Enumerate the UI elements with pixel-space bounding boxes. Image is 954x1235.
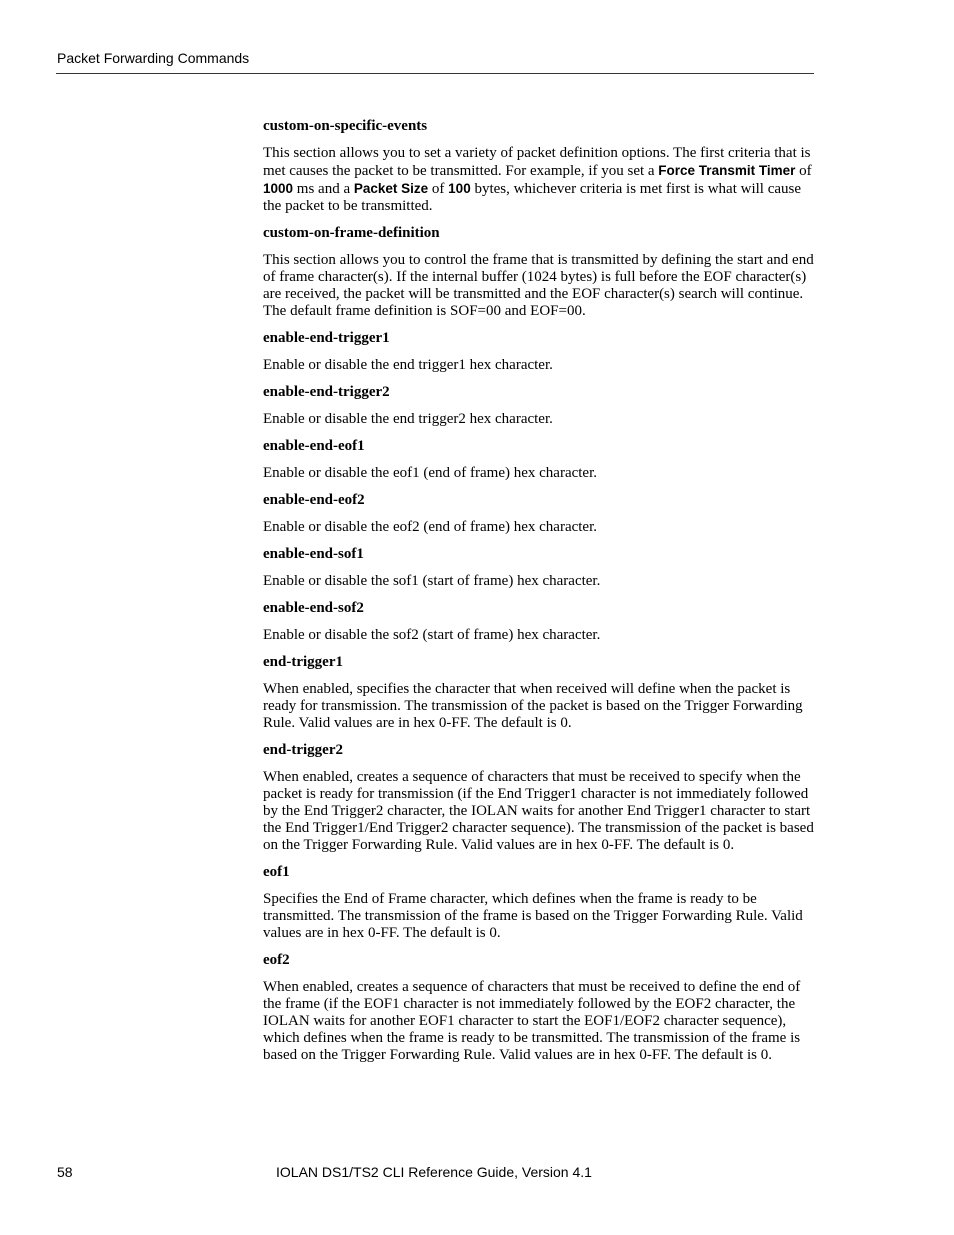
entry-body: Enable or disable the sof2 (start of frame) hex character. (263, 627, 601, 643)
entry-body: This section allows you to control the frame that is transmitted by defining the start and end of frame character(s). If the internal buffer (1024 bytes) is full before the EOF character(s) are received, the packet will be transmitted and the EOF character(s) search will continue. The default frame definition is SOF=00 and EOF=00. (263, 252, 814, 319)
entry (263, 864, 815, 942)
ui-field-value: 100 (448, 181, 471, 196)
entry-title: enable-end-eof2 (263, 492, 365, 508)
entry-title: enable-end-eof1 (263, 438, 365, 454)
entry-body (263, 145, 815, 215)
header-divider (56, 73, 814, 74)
entry-title: end-trigger2 (263, 742, 343, 758)
ui-field-name: Force Transmit Timer (658, 163, 796, 178)
entry-title: enable-end-trigger1 (263, 330, 390, 346)
entry (263, 118, 815, 215)
ui-field-value: 1000 (263, 181, 294, 196)
entry-title: custom-on-specific-events (263, 118, 428, 134)
body-text: ms and a (293, 181, 354, 197)
entry-body: Specifies the End of Frame character, which defines when the frame is ready to be transmitted. The transmission of the frame is based on the Trigger Forwarding Rule. Valid values are in hex 0-FF. The default is 0. (263, 891, 803, 941)
entry (263, 654, 815, 732)
entry-title: eof2 (263, 952, 290, 968)
body-text: bytes, whichever criteria is met first is what will cause the packet to be transmitted. (263, 181, 802, 214)
entry-body: Enable or disable the eof1 (end of frame) hex character. (263, 465, 597, 481)
entry-body: Enable or disable the sof1 (start of frame) hex character. (263, 573, 601, 589)
entry (263, 546, 815, 590)
body-text: This section allows you to set a variety of packet definition options. The first criteria that is met causes the packet to be transmitted. For example, if you set a (263, 145, 811, 179)
entry-body: Enable or disable the end trigger1 hex character. (263, 357, 553, 373)
entry-title: enable-end-sof2 (263, 600, 364, 616)
ui-field-name: Packet Size (353, 181, 429, 196)
entry (263, 952, 815, 1064)
entry-body: Enable or disable the eof2 (end of frame) hex character. (263, 519, 597, 535)
body-text: of (428, 181, 449, 197)
page-number: 58 (57, 1164, 73, 1180)
entry (263, 492, 815, 536)
entry (263, 600, 815, 644)
footer-doc-title: IOLAN DS1/TS2 CLI Reference Guide, Version 4.1 (276, 1164, 592, 1180)
entry-title: custom-on-frame-definition (263, 225, 440, 241)
body-text: of (795, 163, 812, 179)
main-content (263, 118, 815, 1074)
entry-body: When enabled, specifies the character that when received will define when the packet is ready for transmission. The transmission of the packet is based on the Trigger Forwarding Rule. Valid values are in hex 0-FF. The default is 0. (263, 681, 803, 731)
entry (263, 384, 815, 428)
entry-title: enable-end-sof1 (263, 546, 364, 562)
entry (263, 438, 815, 482)
entry (263, 330, 815, 374)
entry (263, 225, 815, 320)
entry-body: Enable or disable the end trigger2 hex character. (263, 411, 553, 427)
entry-title: eof1 (263, 864, 290, 880)
running-header: Packet Forwarding Commands (57, 50, 250, 66)
entry-title: end-trigger1 (263, 654, 343, 670)
entry (263, 742, 815, 854)
entry-body: When enabled, creates a sequence of characters that must be received to specify when the packet is ready for transmission (if the End Trigger1 character is not immediately followed by the End Trigger2 character, the IOLAN waits for another End Trigger1 character to start the End Trigger1/End Trigger2 character sequence). The transmission of the packet is based on the Trigger Forwarding Rule. Valid values are in hex 0-FF. The default is 0. (263, 769, 814, 853)
entry-body: When enabled, creates a sequence of characters that must be received to define the end of the frame (if the EOF1 character is not immediately followed by the EOF2 character, the IOLAN waits for another EOF1 character to start the EOF1/EOF2 character sequence), which defines when the frame is ready to be transmitted. The transmission of the frame is based on the Trigger Forwarding Rule. Valid values are in hex 0-FF. The default is 0. (263, 979, 801, 1063)
entry-title: enable-end-trigger2 (263, 384, 390, 400)
